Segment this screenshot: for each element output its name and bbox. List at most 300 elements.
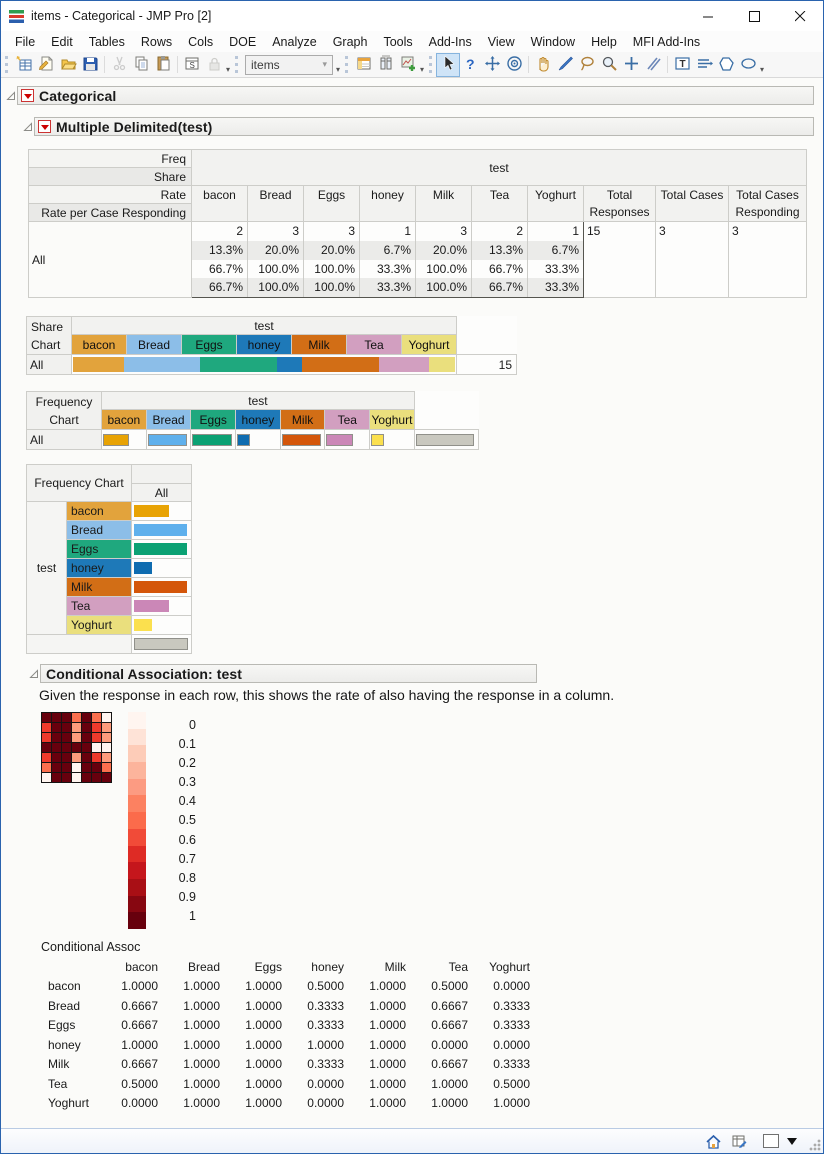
share-chart-table — [26, 316, 517, 375]
scale-step — [128, 812, 146, 829]
heatmap-cell-tea-bread — [52, 763, 62, 773]
assoc-value: 1.0000 — [369, 1057, 406, 1072]
cell-value: 33.3% — [544, 261, 579, 276]
frequency-bar — [134, 505, 169, 517]
frequency-bar — [282, 434, 321, 446]
scale-step — [128, 862, 146, 879]
frequency-bar — [134, 524, 187, 536]
heatmap-cell-bacon-tea — [92, 713, 102, 723]
legend-swatch-tea: Tea — [347, 335, 402, 355]
close-button[interactable] — [777, 1, 823, 31]
assoc-row-label-milk: Milk — [48, 1057, 70, 1072]
frequency-chart-table — [26, 391, 479, 450]
frequency-bar-cell-milk — [132, 578, 192, 597]
conditional-assoc-table — [28, 956, 534, 1114]
lock-button[interactable] — [203, 54, 225, 76]
menu-edit[interactable]: Edit — [51, 34, 73, 49]
copy-icon — [133, 55, 150, 75]
outline-title: Categorical — [39, 87, 117, 104]
data-table-button[interactable] — [353, 54, 375, 76]
assoc-value: 0.6667 — [431, 1057, 468, 1072]
assoc-value: 0.5000 — [431, 979, 468, 994]
annotate-line-icon — [645, 55, 662, 75]
scale-step — [128, 912, 146, 929]
open-icon — [60, 55, 77, 75]
copy-button[interactable] — [130, 54, 152, 76]
column-header-total-cases: Total Cases — [656, 186, 729, 222]
polygon-annotation-button[interactable] — [715, 54, 737, 76]
heatmap-cell-tea-tea — [92, 763, 102, 773]
paste-icon — [155, 55, 172, 75]
frequency-bar-cell-bacon — [102, 430, 147, 450]
frequency-bar — [134, 600, 169, 612]
scale-tick-label: 0.6 — [178, 832, 196, 847]
annotate-line-button[interactable] — [642, 54, 664, 76]
disclosure-triangle-icon[interactable] — [22, 122, 34, 132]
cell-value: 33.3% — [360, 278, 415, 297]
heatmap-cell-bacon-milk — [82, 713, 92, 723]
share-stacked-bar — [73, 357, 455, 372]
toolbar-overflow-icon[interactable]: ▾ — [336, 65, 341, 74]
heatmap-cell-tea-milk — [82, 763, 92, 773]
assoc-value: 1.0000 — [369, 1037, 406, 1052]
assoc-value: 1.0000 — [183, 1057, 220, 1072]
menu-bar — [1, 31, 823, 52]
assoc-value: 1.0000 — [121, 1037, 158, 1052]
disclosure-triangle-icon[interactable] — [5, 91, 17, 101]
assoc-value: 0.3333 — [307, 1018, 344, 1033]
heatmap-scale-labels — [146, 716, 196, 926]
frequency-bar-cell-yoghurt — [132, 616, 192, 635]
frequency-bar-cell-tea — [325, 430, 370, 450]
annotate-table-icon[interactable] — [729, 1131, 749, 1151]
frequency-chart-header: Frequency Chart — [27, 465, 132, 502]
assoc-value: 1.0000 — [245, 1057, 282, 1072]
resize-grip[interactable] — [809, 1139, 821, 1151]
outline-header-categorical[interactable] — [17, 86, 814, 105]
legend-swatch-milk: Milk — [292, 335, 347, 355]
red-triangle-menu-icon[interactable] — [38, 120, 51, 133]
cell-total-cases: 3 — [656, 222, 729, 298]
open-button[interactable] — [57, 54, 79, 76]
new-data-table-icon — [16, 55, 33, 75]
disclosure-triangle-icon[interactable] — [28, 669, 40, 679]
scale-tick-label: 0.5 — [178, 813, 196, 828]
outline-title: Conditional Association: test — [46, 665, 243, 682]
maximize-button[interactable] — [731, 1, 777, 31]
assoc-value: 1.0000 — [183, 998, 220, 1013]
heatmap-cell-bread-bread — [52, 723, 62, 733]
column-header-bacon: bacon — [192, 186, 248, 222]
assoc-value: 0.3333 — [493, 1057, 530, 1072]
menu-file[interactable]: File — [15, 34, 36, 49]
heatmap-cell-milk-bread — [52, 753, 62, 763]
assoc-value: 0.6667 — [121, 998, 158, 1013]
toolbar-grip[interactable] — [5, 56, 9, 73]
stat-label: Rate per Case Responding — [29, 204, 192, 222]
assoc-value: 1.0000 — [431, 1076, 468, 1091]
red-triangle-menu-icon[interactable] — [21, 89, 34, 102]
crosstab-table — [28, 149, 807, 298]
assoc-value: 1.0000 — [183, 1018, 220, 1033]
brush-button[interactable] — [554, 54, 576, 76]
category-label-yoghurt: Yoghurt — [67, 616, 132, 635]
heatmap-cell-honey-eggs — [62, 743, 72, 753]
cell-value: 3 — [348, 224, 355, 238]
cell-value: 66.7% — [192, 278, 247, 297]
heatmap-cell-eggs-milk — [82, 733, 92, 743]
assoc-value: 0.3333 — [493, 998, 530, 1013]
row-label-all: All — [29, 222, 192, 298]
cell-value: 66.7% — [488, 261, 523, 276]
assoc-value: 0.0000 — [307, 1076, 344, 1091]
assoc-value: 0.5000 — [493, 1076, 530, 1091]
brush-icon — [557, 55, 574, 75]
graph-builder-add-button[interactable] — [397, 54, 419, 76]
save-button[interactable] — [79, 54, 101, 76]
title-bar — [1, 1, 823, 31]
category-label-milk: Milk — [67, 578, 132, 597]
assoc-value: 1.0000 — [183, 1037, 220, 1052]
cut-button[interactable] — [108, 54, 130, 76]
assoc-table-title: Conditional Assoc — [41, 940, 141, 954]
heatmap-cell-yoghurt-bread — [52, 773, 62, 783]
assoc-row-label-bacon: bacon — [48, 979, 81, 994]
cell-value: 2 — [236, 224, 243, 238]
assoc-value: 0.5000 — [307, 979, 344, 994]
assoc-col-header-eggs: Eggs — [254, 959, 282, 974]
assoc-col-header-yoghurt: Yoghurt — [489, 959, 530, 974]
category-label-tea: Tea — [67, 597, 132, 616]
paste-button[interactable] — [152, 54, 174, 76]
cell-value: 33.3% — [528, 278, 583, 297]
columns-icon — [378, 55, 395, 75]
column-header-total-cases-responding: Total Cases Responding — [729, 186, 807, 222]
menu-doe[interactable]: DOE — [229, 34, 257, 49]
scale-step — [128, 762, 146, 779]
graph-builder-add-icon — [400, 55, 417, 75]
oval-annotation-button[interactable] — [737, 54, 759, 76]
frequency-bar — [103, 434, 129, 446]
move-tool-button[interactable] — [481, 54, 503, 76]
scale-tick-label: 0.1 — [178, 737, 196, 752]
scale-step — [128, 846, 146, 863]
report-list-combobox[interactable] — [245, 55, 333, 75]
row-label-all: All — [27, 430, 102, 450]
legend-swatch-yoghurt: Yoghurt — [402, 335, 457, 355]
frequency-bar — [134, 562, 152, 574]
toolbar-grip[interactable] — [429, 56, 433, 73]
heatmap-cell-eggs-tea — [92, 733, 102, 743]
frequency-chart-vertical-table — [26, 464, 192, 654]
toolbar-grip[interactable] — [235, 56, 239, 73]
frequency-bar-cell-yoghurt — [370, 430, 415, 450]
menu-cols[interactable]: Cols — [188, 34, 214, 49]
oval-annotation-icon — [740, 55, 757, 75]
heatmap-cell-eggs-yoghurt — [102, 733, 112, 743]
menu-window[interactable]: Window — [530, 34, 576, 49]
scale-step — [128, 795, 146, 812]
cell-value: 100.0% — [248, 278, 303, 297]
frequency-bar — [192, 434, 231, 446]
column-header-honey: honey — [360, 186, 416, 222]
cell-value: 13.3% — [472, 241, 527, 260]
heatmap-cell-bread-tea — [92, 723, 102, 733]
cell-value: 3 — [292, 224, 299, 238]
bar-segment-bread — [124, 357, 200, 372]
total-cases-bar-cell — [414, 430, 478, 450]
heatmap-cell-honey-honey — [72, 743, 82, 753]
lasso-button[interactable] — [576, 54, 598, 76]
heatmap-cell-eggs-honey — [72, 733, 82, 743]
toolbar-separator — [667, 56, 668, 73]
scale-tick-label: 0.8 — [178, 870, 196, 885]
cell-value: 13.3% — [192, 241, 247, 260]
bar-segment-eggs — [200, 357, 276, 372]
toolbar-overflow-icon[interactable]: ▾ — [420, 65, 425, 74]
cell-value: 100.0% — [304, 278, 359, 297]
toolbar-separator — [528, 56, 529, 73]
cell-value: 66.7% — [472, 278, 527, 297]
assoc-row-label-eggs: Eggs — [48, 1018, 76, 1033]
cell-value: 6.7% — [528, 241, 583, 260]
status-box[interactable] — [763, 1134, 779, 1148]
column-header-all: All — [132, 484, 192, 502]
menu-tables[interactable]: Tables — [88, 34, 125, 49]
cut-icon — [111, 55, 128, 75]
heatmap-cell-honey-yoghurt — [102, 743, 112, 753]
scale-tick-label: 1 — [189, 908, 196, 923]
assoc-value: 1.0000 — [369, 998, 406, 1013]
heatmap-cell-bacon-yoghurt — [102, 713, 112, 723]
menu-help[interactable]: Help — [591, 34, 617, 49]
assoc-col-header-tea: Tea — [448, 959, 468, 974]
menu-graph[interactable]: Graph — [332, 34, 368, 49]
heatmap-cell-bacon-bacon — [42, 713, 52, 723]
scale-step — [128, 879, 146, 896]
assoc-value: 1.0000 — [245, 979, 282, 994]
cell-value: 100.0% — [416, 278, 471, 297]
outline-title: Multiple Delimited(test) — [56, 118, 213, 135]
bar-segment-honey — [277, 357, 303, 372]
cell-value: 1 — [572, 224, 579, 238]
menu-view[interactable]: View — [487, 34, 515, 49]
cell-value: 33.3% — [376, 261, 411, 276]
bullseye-button[interactable] — [503, 54, 525, 76]
svg-text:?: ? — [465, 55, 475, 72]
data-table-icon — [356, 55, 373, 75]
status-dropdown-icon[interactable] — [787, 1138, 797, 1150]
legend-swatch-bread: Bread — [146, 410, 191, 430]
save-icon — [82, 55, 99, 75]
assoc-value: 1.0000 — [183, 979, 220, 994]
heatmap-cell-eggs-eggs — [62, 733, 72, 743]
toolbar-separator — [177, 56, 178, 73]
scale-step — [128, 779, 146, 796]
chevron-down-icon: ▾ — [322, 59, 328, 69]
menu-analyze[interactable]: Analyze — [272, 34, 317, 49]
value-stack-tea — [472, 222, 528, 298]
assoc-value: 1.0000 — [307, 1037, 344, 1052]
columns-button[interactable] — [375, 54, 397, 76]
category-label-bread: Bread — [67, 521, 132, 540]
assoc-row-label-bread: Bread — [48, 998, 81, 1013]
group-header: test — [192, 150, 807, 186]
legend-swatch-yoghurt: Yoghurt — [370, 410, 415, 430]
assoc-value: 1.0000 — [369, 1096, 406, 1111]
value-stack-yoghurt — [528, 222, 584, 298]
move-tool-icon — [484, 55, 501, 75]
new-journal-icon — [38, 55, 55, 75]
scale-tick-label: 0.4 — [178, 794, 196, 809]
toolbar — [1, 52, 823, 78]
outline-header-conditional-association[interactable] — [40, 664, 537, 683]
category-label-bacon: bacon — [67, 502, 132, 521]
heatmap-cell-milk-bacon — [42, 753, 52, 763]
assoc-row-label-yoghurt: Yoghurt — [48, 1096, 89, 1111]
menu-mfi-add-ins[interactable]: MFI Add-Ins — [632, 34, 701, 49]
scale-tick-label: 0 — [189, 718, 196, 732]
menu-tools[interactable]: Tools — [383, 34, 413, 49]
category-label-honey: honey — [67, 559, 132, 578]
frequency-bar — [134, 619, 152, 631]
scale-step — [128, 729, 146, 746]
heatmap-color-scale — [128, 712, 146, 929]
share-stacked-bar-cell — [72, 355, 457, 375]
stat-label: Share — [29, 168, 192, 186]
frequency-bar — [371, 434, 384, 446]
row-group-label-test: test — [27, 502, 67, 635]
menu-rows[interactable]: Rows — [140, 34, 173, 49]
toolbar-grip[interactable] — [345, 56, 349, 73]
assoc-value: 1.0000 — [183, 1076, 220, 1091]
heatmap-cell-honey-bread — [52, 743, 62, 753]
cell-value: 100.0% — [426, 261, 467, 276]
heatmap-cell-yoghurt-yoghurt — [102, 773, 112, 783]
heatmap-cell-yoghurt-bacon — [42, 773, 52, 783]
assoc-value: 0.0000 — [431, 1037, 468, 1052]
cell-value: 20.0% — [416, 241, 471, 260]
conditional-association-plot — [41, 710, 823, 932]
new-data-table-button[interactable] — [13, 54, 35, 76]
heatmap-cell-eggs-bread — [52, 733, 62, 743]
assoc-value: 1.0000 — [369, 1018, 406, 1033]
total-responses-cell: 15 — [457, 355, 517, 375]
help-button[interactable] — [459, 54, 481, 76]
script-window-icon — [184, 55, 201, 75]
assoc-value: 0.6667 — [121, 1018, 158, 1033]
assoc-value: 1.0000 — [121, 979, 158, 994]
text-annotation-button[interactable] — [671, 54, 693, 76]
home-icon[interactable] — [703, 1131, 723, 1151]
assoc-value: 1.0000 — [245, 1018, 282, 1033]
outline-header-multiple-delimited[interactable] — [34, 117, 814, 136]
bar-segment-bacon — [73, 357, 124, 372]
assoc-col-header-milk: Milk — [384, 959, 406, 974]
polygon-annotation-icon — [718, 55, 735, 75]
assoc-col-header-bread: Bread — [187, 959, 220, 974]
assoc-col-header-bacon: bacon — [125, 959, 158, 974]
jmp-app-icon — [9, 10, 24, 23]
menu-add-ins[interactable]: Add-Ins — [428, 34, 472, 49]
assoc-value: 1.0000 — [369, 1076, 406, 1091]
frequency-bar-cell-bread — [132, 521, 192, 540]
legend-swatch-honey: honey — [237, 335, 292, 355]
new-journal-button[interactable] — [35, 54, 57, 76]
association-heatmap — [41, 712, 112, 783]
script-window-button[interactable] — [181, 54, 203, 76]
column-header-tea: Tea — [472, 186, 528, 222]
total-cases-bar-cell — [132, 635, 192, 654]
heatmap-cell-bacon-honey — [72, 713, 82, 723]
heatmap-cell-eggs-bacon — [42, 733, 52, 743]
heatmap-cell-tea-bacon — [42, 763, 52, 773]
legend-swatch-tea: Tea — [325, 410, 370, 430]
heatmap-cell-bacon-bread — [52, 713, 62, 723]
assoc-value: 1.0000 — [245, 1076, 282, 1091]
assoc-value: 0.6667 — [121, 1057, 158, 1072]
crosshair-button[interactable] — [620, 54, 642, 76]
scale-step — [128, 712, 146, 729]
heatmap-cell-bread-yoghurt — [102, 723, 112, 733]
assoc-value: 0.0000 — [307, 1096, 344, 1111]
assoc-value: 0.3333 — [307, 998, 344, 1013]
assoc-value: 1.0000 — [245, 1037, 282, 1052]
heatmap-cell-yoghurt-milk — [82, 773, 92, 783]
heatmap-cell-milk-eggs — [62, 753, 72, 763]
category-label-eggs: Eggs — [67, 540, 132, 559]
toolbar-overflow-icon[interactable]: ▾ — [760, 65, 765, 74]
grabber-hand-button[interactable] — [532, 54, 554, 76]
heatmap-cell-bread-eggs — [62, 723, 72, 733]
heatmap-cell-yoghurt-honey — [72, 773, 82, 783]
bar-segment-tea — [379, 357, 430, 372]
grabber-hand-icon — [535, 55, 552, 75]
polyline-annotation-button[interactable] — [693, 54, 715, 76]
magnifier-button[interactable] — [598, 54, 620, 76]
assoc-value: 0.6667 — [431, 1018, 468, 1033]
arrow-cursor-button[interactable] — [437, 54, 459, 76]
value-stack-milk — [416, 222, 472, 298]
scale-tick-label: 0.2 — [178, 756, 196, 771]
heatmap-cell-milk-milk — [82, 753, 92, 763]
column-header-yoghurt: Yoghurt — [528, 186, 584, 222]
legend-swatch-bacon: bacon — [102, 410, 147, 430]
frequency-bar — [237, 434, 250, 446]
heatmap-cell-honey-bacon — [42, 743, 52, 753]
legend-swatch-eggs: Eggs — [191, 410, 236, 430]
minimize-button[interactable] — [685, 1, 731, 31]
toolbar-overflow-icon[interactable]: ▾ — [226, 65, 231, 74]
assoc-value: 0.5000 — [121, 1076, 158, 1091]
heatmap-cell-bread-bacon — [42, 723, 52, 733]
assoc-value: 1.0000 — [369, 979, 406, 994]
frequency-bar-cell-bread — [146, 430, 191, 450]
scale-step — [128, 896, 146, 913]
assoc-value: 0.3333 — [307, 1057, 344, 1072]
cell-total-cases-responding: 3 — [729, 222, 807, 298]
cell-value: 20.0% — [304, 241, 359, 260]
stat-label: Freq — [29, 150, 192, 168]
assoc-value: 1.0000 — [183, 1096, 220, 1111]
legend-swatch-bread: Bread — [127, 335, 182, 355]
scale-step — [128, 745, 146, 762]
assoc-value: 0.0000 — [493, 979, 530, 994]
column-header-milk: Milk — [416, 186, 472, 222]
stat-label: Rate — [29, 186, 192, 204]
heatmap-cell-milk-yoghurt — [102, 753, 112, 763]
column-header-bread: Bread — [248, 186, 304, 222]
